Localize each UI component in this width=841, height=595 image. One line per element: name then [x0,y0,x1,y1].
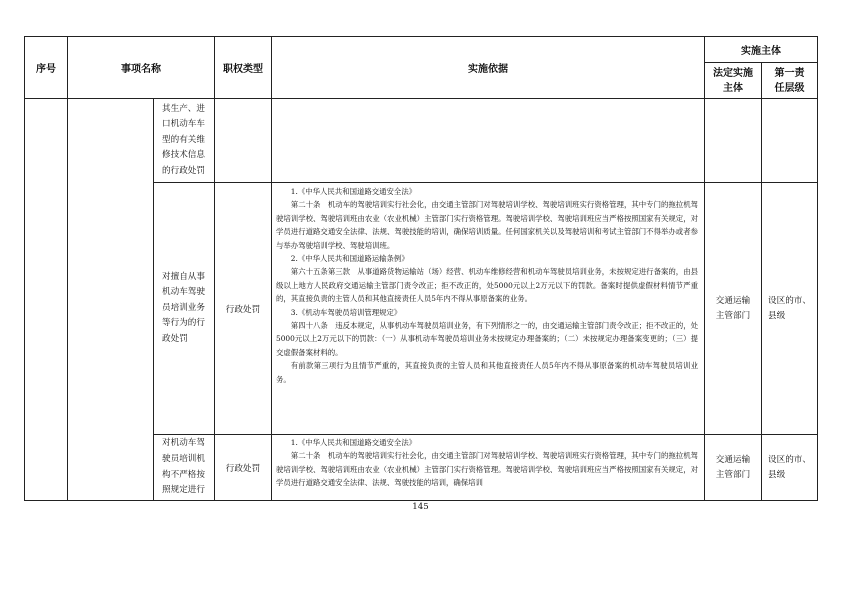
basis-p4: 有前款第三项行为且情节严重的，其直接负责的主管人员和其他直接责任人员5年内不得从事原备案的机动车驾驶员培训业务。 [276,361,698,384]
header-legal-subject: 法定实施主体 [705,63,762,99]
cell-item-name: 其生产、进口机动车车型的有关维修技术信息的行政处罚 [154,99,215,183]
cell-level [762,99,818,183]
cell-type: 行政处罚 [215,183,272,435]
cell-type: 行政处罚 [215,435,272,501]
header-no: 序号 [25,37,68,99]
basis-p3: 第四十八条 违反本规定，从事机动车驾驶员培训业务，有下列情形之一的，由交通运输主管部门责令改正；拒不改正的，处5000元以上2万元以下的罚款：（一）从事机动车驾驶员培训业务未按规定办理备案的；（二）未按规定办理备案变更的；（三）提交虚假备案材料的。 [276,321,698,357]
cell-level: 设区的市、县级 [762,183,818,435]
basis-p2: 第六十五条第三款 从事道路货物运输站（场）经营、机动车维修经营和机动车驾驶员培训业务，未按规定进行备案的，由县级以上地方人民政府交通运输主管部门责令改正；拒不改正的，处5000元以上2万元以下的罚款。备案时提供虚假材料情节严重的，其直接负责的主管人员和其他直接责任人员5年内不得从事原备案的业务。 [276,267,698,304]
cell-item-name: 对机动车驾驶员培训机构不严格按照规定进行 [154,435,215,501]
cell-subject: 交通运输主管部门 [705,435,762,501]
basis-h1: 1.《中华人民共和国道路交通安全法》 [290,438,417,447]
cell-basis [272,435,705,501]
cell-subject: 交通运输主管部门 [705,183,762,435]
cell-item-name: 对擅自从事机动车驾驶员培训业务等行为的行政处罚 [154,183,215,435]
basis-h1: 1.《中华人民共和国道路交通安全法》 [290,187,417,196]
header-name: 事项名称 [68,37,215,99]
cell-subject [705,99,762,183]
header-basis: 实施依据 [272,37,705,99]
basis-p1: 第二十条 机动车的驾驶培训实行社会化，由交通主管部门对驾驶培训学校、驾驶培训班实行资格管理，其中专门的拖拉机驾驶培训学校、驾驶培训班由农业（农业机械）主管部门实行资格管理。驾驶培训学校、驾驶培训班应当严格按照国家有关规定，对学员进行道路交通安全法律、法规、驾驶技能的培训，确保培训质量。任何国家机关以及驾驶培训和考试主管部门不得举办或者参与举办驾驶培训学校、驾驶培训班。 [276,200,698,250]
header-subject-group: 实施主体 [705,37,818,63]
cell-type [215,99,272,183]
page-number: 145 [412,502,429,512]
table-row [25,99,818,183]
basis-h2: 2.《中华人民共和国道路运输条例》 [290,254,409,264]
header-type: 职权类型 [215,37,272,99]
enforcement-table [24,36,818,501]
cell-basis [272,99,705,183]
cell-no [25,99,68,501]
cell-level: 设区的市、县级 [762,435,818,501]
header-level: 第一责任层级 [762,63,818,99]
basis-p1: 第二十条 机动车的驾驶培训实行社会化，由交通主管部门对驾驶培训学校、驾驶培训班实行资格管理，其中专门的拖拉机驾驶培训学校、驾驶培训班由农业（农业机械）主管部门实行资格管理。驾驶培训学校、驾驶培训班应当严格按照国家有关规定，对学员进行道路交通安全法律、法规、驾驶技能的培训，确保培训 [276,451,698,488]
cell-basis [272,183,705,435]
cell-name-spacer [68,99,154,501]
basis-h3: 3.《机动车驾驶员培训管理规定》 [290,307,402,317]
